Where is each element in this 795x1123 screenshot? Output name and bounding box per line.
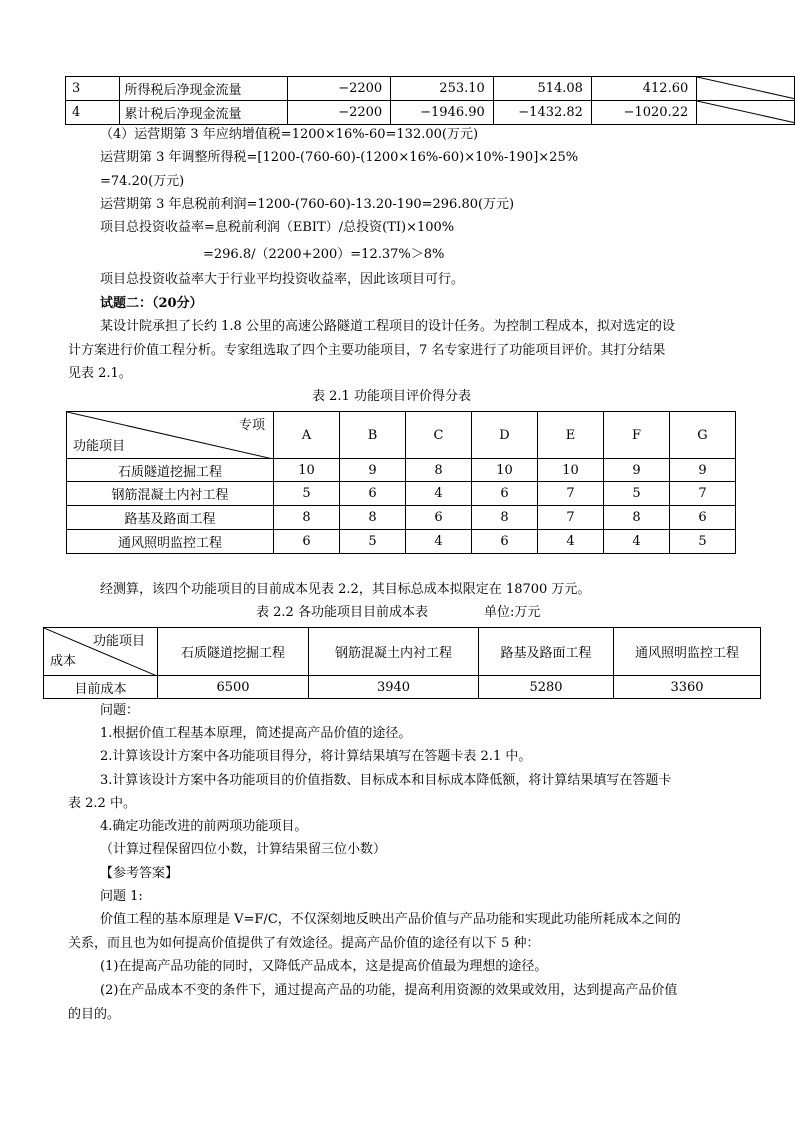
table-row [67, 506, 736, 530]
calc-line: 项目总投资收益率大于行业平均投资收益率，因此该项目可行。 [100, 272, 465, 287]
row-name: 所得税后净现金流量 [120, 77, 288, 101]
calc-line: 运营期第 3 年调整所得税=[1200-(760-60)-(1200×16%-60)×10%-190]×25% [100, 150, 579, 165]
cell: 412.60 [591, 77, 696, 101]
score: 4 [538, 530, 604, 554]
cell: −1432.82 [493, 101, 591, 125]
expert-header: F [604, 412, 670, 459]
table-unit: 单位:万元 [484, 605, 541, 620]
corner-top-label: 功能项目 [92, 634, 145, 649]
table-row [67, 459, 736, 482]
column-header: 石质隧道挖掘工程 [158, 628, 309, 676]
cell: 514.08 [493, 77, 591, 101]
note: （计算过程保留四位小数，计算结果留三位小数） [100, 842, 387, 857]
row-name: 累计税后净现金流量 [120, 101, 288, 125]
table-row [44, 676, 761, 699]
paragraph: 价值工程的基本原理是 V=F/C，不仅深刻地反映出产品价值与产品功能和实现此功能所耗成本之间的 [100, 912, 681, 927]
score: 9 [604, 459, 670, 482]
row-no: 4 [66, 101, 120, 125]
expert-header: B [340, 412, 406, 459]
score: 5 [340, 530, 406, 554]
table-header-row [44, 628, 761, 676]
cost-value: 5280 [479, 676, 614, 699]
row-label: 目前成本 [44, 676, 158, 699]
cashflow-table [65, 76, 795, 125]
score: 8 [472, 506, 538, 530]
question: 2.计算该设计方案中各功能项目得分，将计算结果填写在答题卡表 2.1 中。 [100, 749, 532, 764]
paragraph: 见表 2.1。 [68, 366, 132, 381]
column-header: 通风照明监控工程 [614, 628, 761, 676]
score: 10 [274, 459, 340, 482]
question: 4.确定功能改进的前两项功能项目。 [100, 819, 308, 834]
table-row [66, 77, 795, 101]
table-row [67, 530, 736, 554]
score: 10 [472, 459, 538, 482]
function-score-table [66, 411, 736, 554]
score: 4 [604, 530, 670, 554]
score: 5 [604, 482, 670, 506]
answer-title: 【参考答案】 [100, 866, 179, 881]
corner-top-label: 专项 [238, 418, 265, 433]
score: 5 [670, 530, 736, 554]
expert-header: A [274, 412, 340, 459]
paragraph: 关系，而且也为如何提高价值提供了有效途径。提高产品价值的途径有以下 5 种： [68, 936, 540, 951]
question: 1.根据价值工程基本原理，简述提高产品价值的途径。 [100, 726, 412, 741]
column-header: 路基及路面工程 [479, 628, 614, 676]
expert-header: G [670, 412, 736, 459]
score: 6 [406, 506, 472, 530]
score: 7 [538, 482, 604, 506]
score: 7 [538, 506, 604, 530]
score: 8 [406, 459, 472, 482]
question: 表 2.2 中。 [68, 796, 136, 811]
row-no: 3 [66, 77, 120, 101]
current-cost-table [43, 627, 761, 699]
score: 9 [670, 459, 736, 482]
paragraph: 计方案进行价值工程分析。专家组选取了四个主要功能项目，7 名专家进行了功能项目评价。其打分结果 [68, 343, 666, 358]
answer-subtitle: 问题 1: [100, 889, 143, 904]
function-name: 通风照明监控工程 [67, 530, 274, 554]
calc-line: =296.8/（2200+200）=12.37%＞8% [203, 247, 445, 262]
expert-header: C [406, 412, 472, 459]
calc-line: =74.20(万元) [100, 174, 185, 189]
table-caption: 表 2.1 功能项目评价得分表 [312, 389, 471, 404]
expert-header: D [472, 412, 538, 459]
corner-cell [44, 628, 158, 676]
cell: −2200 [288, 101, 391, 125]
score: 4 [406, 530, 472, 554]
table-row [67, 482, 736, 506]
paragraph: 的目的。 [68, 1007, 121, 1022]
questions-title: 问题： [100, 703, 140, 718]
cost-value: 3360 [614, 676, 761, 699]
calc-line: （4）运营期第 3 年应纳增值税=1200×16%-60=132.00(万元) [100, 127, 479, 142]
score: 6 [274, 530, 340, 554]
expert-header: E [538, 412, 604, 459]
paragraph: 经测算，该四个功能项目的目前成本见表 2.2，其目标总成本拟限定在 18700 万元。 [100, 582, 591, 597]
score: 10 [538, 459, 604, 482]
cell: 253.10 [391, 77, 494, 101]
score: 8 [604, 506, 670, 530]
cell: −1946.90 [391, 101, 494, 125]
calc-line: 运营期第 3 年息税前利润=1200-(760-60)-13.20-190=296.80(万元) [100, 197, 515, 212]
score: 5 [274, 482, 340, 506]
score: 6 [670, 506, 736, 530]
corner-bottom-label: 成本 [50, 654, 77, 669]
question: 3.计算该设计方案中各功能项目的价值指数、目标成本和目标成本降低额，将计算结果填写在答题卡 [100, 773, 672, 788]
column-header: 钢筋混凝土内衬工程 [309, 628, 479, 676]
diagonal-cell [697, 77, 795, 101]
cost-value: 6500 [158, 676, 309, 699]
score: 7 [670, 482, 736, 506]
corner-bottom-label: 功能项目 [73, 439, 126, 454]
score: 8 [340, 506, 406, 530]
function-name: 路基及路面工程 [67, 506, 274, 530]
diagonal-cell [697, 101, 795, 125]
paragraph: 某设计院承担了长约 1.8 公里的高速公路隧道工程项目的设计任务。为控制工程成本，拟对选定的设 [100, 319, 675, 334]
cell: −2200 [288, 77, 391, 101]
paragraph: (1)在提高产品功能的同时，又降低产品成本，这是提高价值最为理想的途径。 [100, 959, 548, 974]
cost-value: 3940 [309, 676, 479, 699]
corner-cell [67, 412, 274, 459]
table-row [66, 101, 795, 125]
cell: −1020.22 [591, 101, 696, 125]
function-name: 石质隧道挖掘工程 [67, 459, 274, 482]
score: 8 [274, 506, 340, 530]
calc-line: 项目总投资收益率=息税前利润（EBIT）/总投资(TI)×100% [100, 220, 455, 235]
score: 4 [406, 482, 472, 506]
table-header-row [67, 412, 736, 459]
function-name: 钢筋混凝土内衬工程 [67, 482, 274, 506]
score: 6 [472, 482, 538, 506]
score: 6 [340, 482, 406, 506]
paragraph: (2)在产品成本不变的条件下，通过提高产品的功能，提高利用资源的效果或效用，达到提高产品价值 [100, 983, 678, 998]
section-title: 试题二：（20分） [100, 296, 203, 311]
table-caption: 表 2.2 各功能项目目前成本表 [256, 605, 428, 620]
score: 9 [340, 459, 406, 482]
score: 6 [472, 530, 538, 554]
